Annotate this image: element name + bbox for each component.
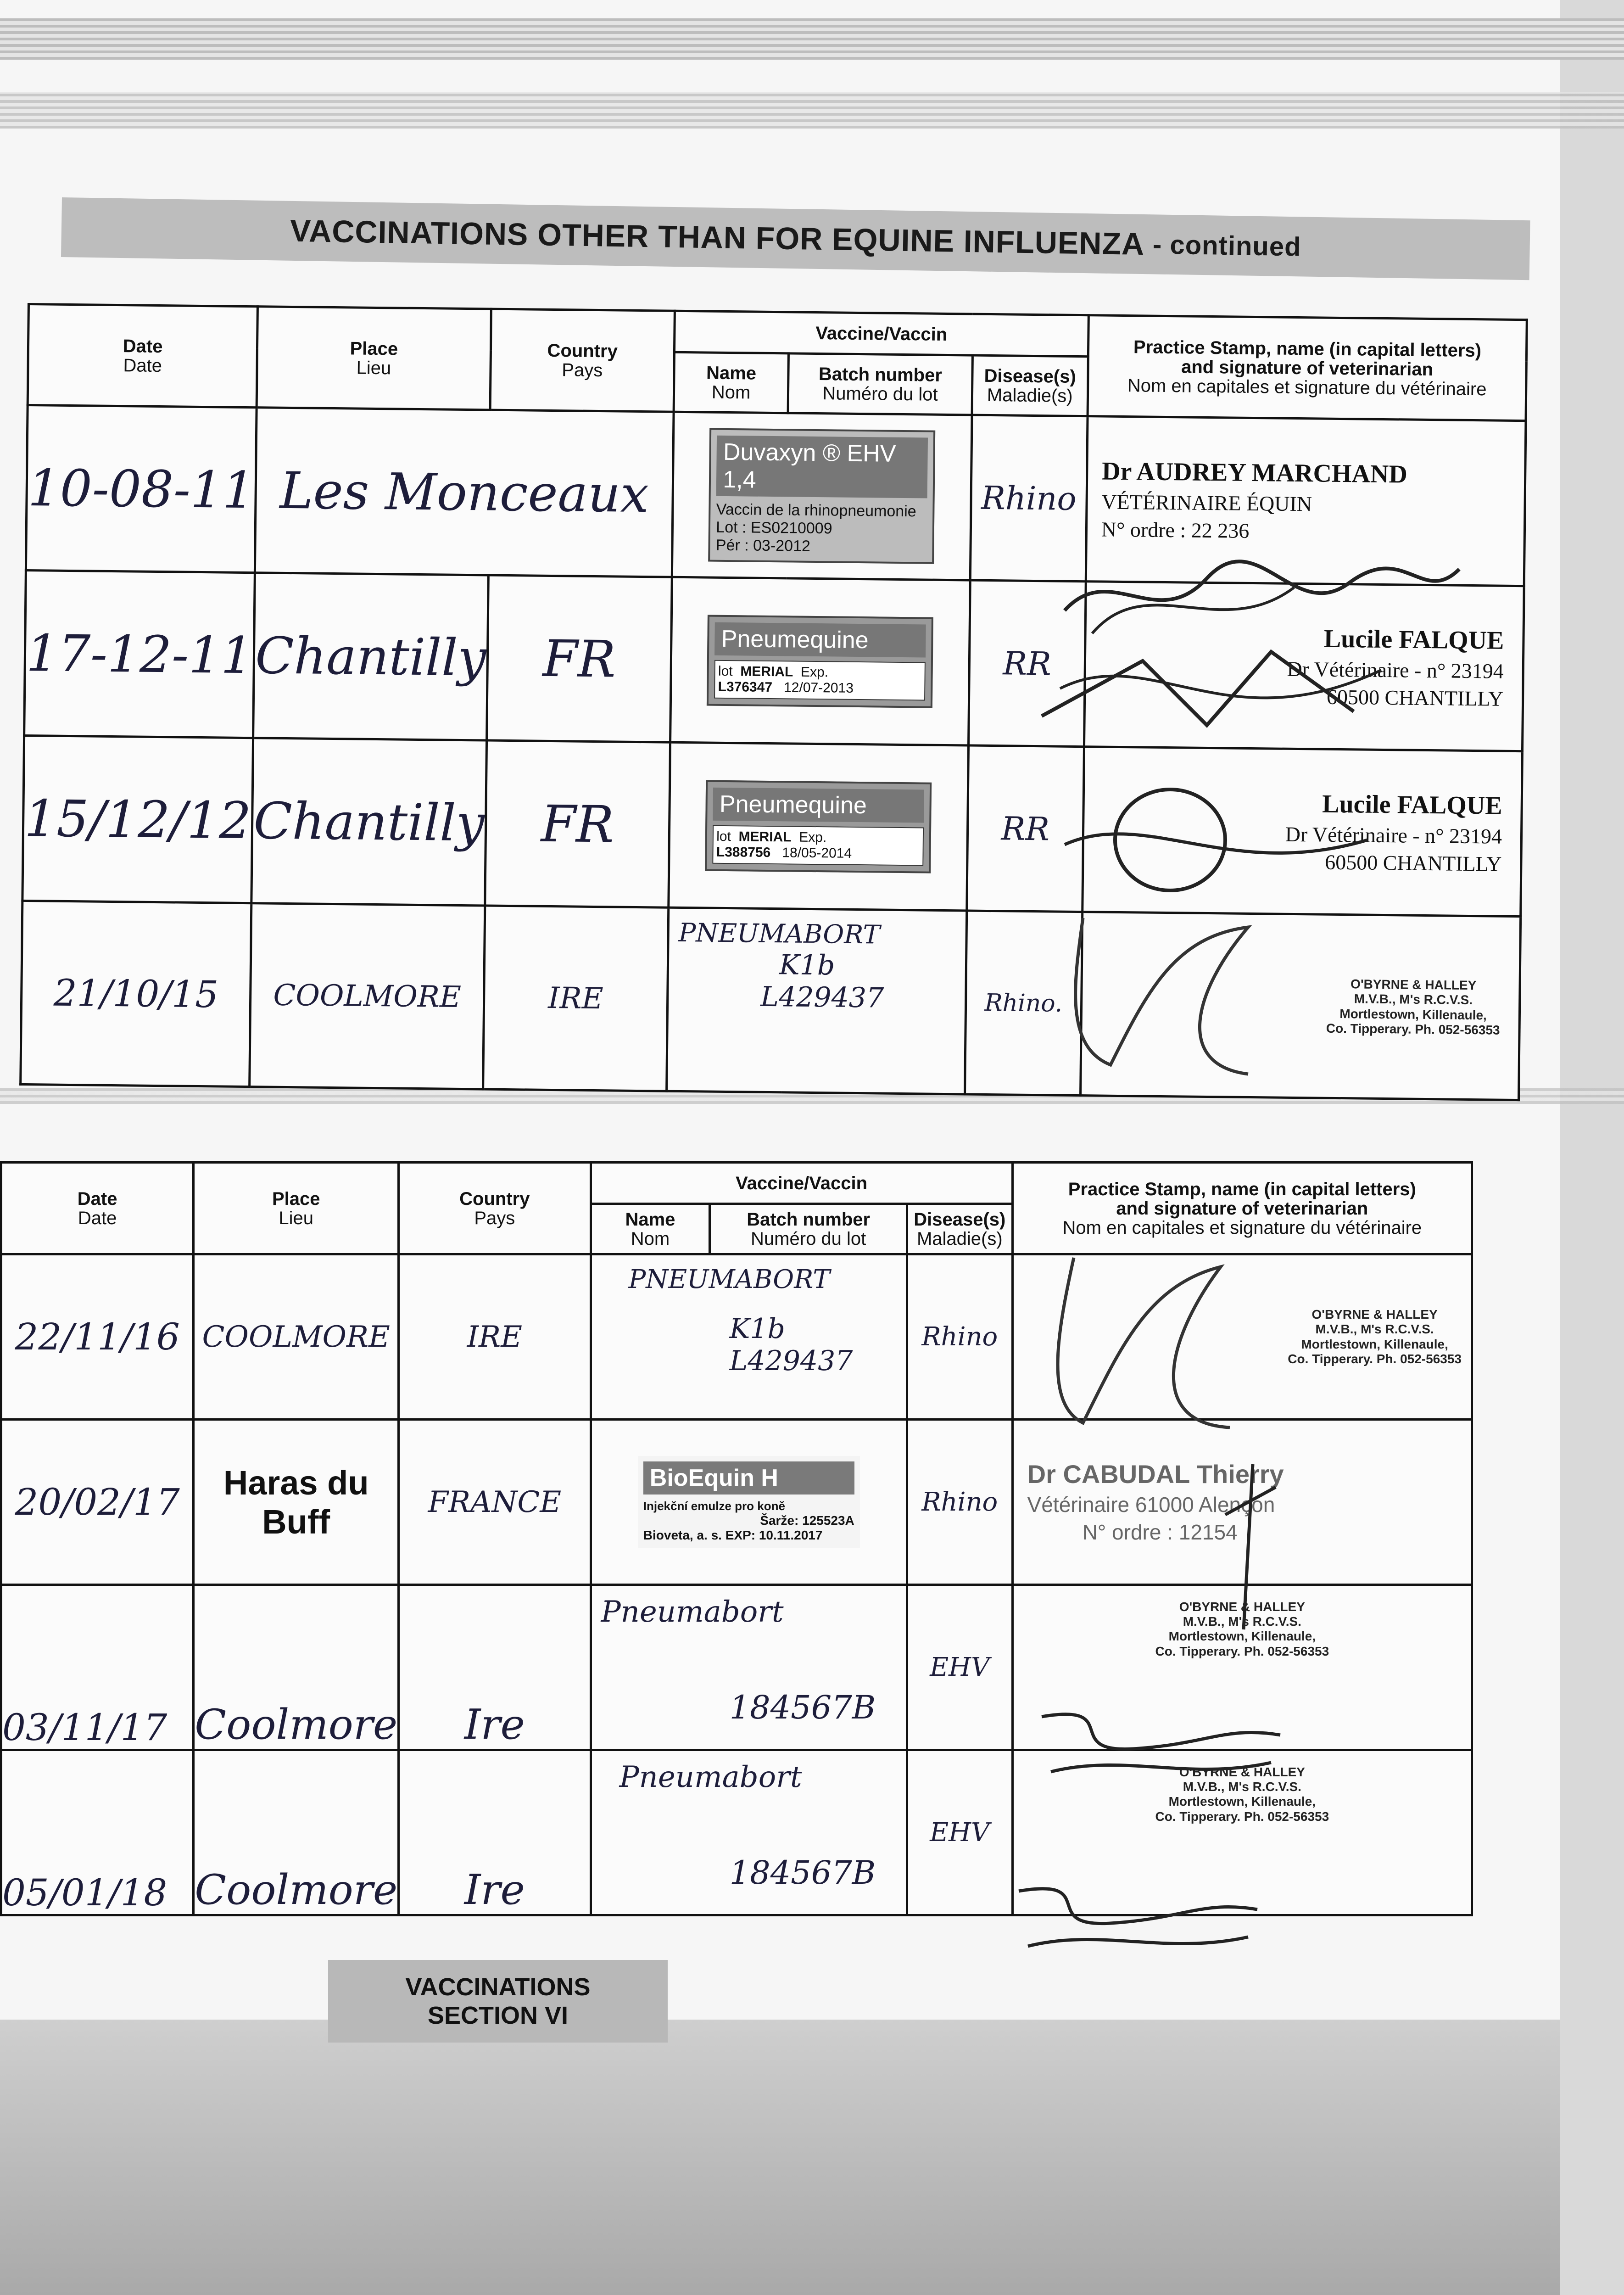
date-cell: 22/11/16	[1, 1254, 194, 1420]
vaccine-name-written: Pneumabort	[601, 1595, 784, 1629]
signature-scribble	[1010, 1873, 1267, 1965]
vaccine-label-sticker	[672, 412, 972, 580]
page-edge-shadow	[0, 92, 1624, 129]
stamp-name: Dr CABUDAL Thierry	[1027, 1460, 1284, 1489]
header-batch: Batch number Numéro du lot	[788, 353, 972, 415]
stamp-line: Co. Tipperary. Ph. 052-56353	[1155, 1809, 1329, 1824]
header-practice: Practice Stamp, name (in capital letters) and signature of veterinarian Nom en capitales et signature du vétérinaire	[1088, 315, 1527, 421]
stamp-line: Co. Tipperary. Ph. 052-56353	[1326, 1021, 1500, 1037]
vaccine-name-written: PNEUMABORT	[628, 1265, 830, 1294]
stamp-line: Mortlestown, Killenaule,	[1301, 1337, 1448, 1351]
page-edge-shadow-top	[0, 18, 1624, 60]
sticker-name: Duvaxyn ® EHV 1,4	[716, 436, 928, 498]
header-practice: Practice Stamp, name (in capital letters) and signature of veterinarian Nom en capitales et signature du vétérinaire	[1012, 1163, 1472, 1254]
place-cell: Chantilly	[251, 738, 486, 906]
country-cell: FR	[485, 740, 670, 907]
disease-cell: EHV	[907, 1585, 1012, 1750]
place-cell: COOLMORE	[194, 1254, 399, 1420]
header-name: Name Nom	[674, 352, 789, 413]
header-place: Place Lieu	[257, 307, 491, 410]
stamp-line: VÉTÉRINAIRE ÉQUIN	[1101, 490, 1312, 516]
vaccine-written-cell	[667, 907, 967, 1094]
stamp-line: O'BYRNE & HALLEY	[1350, 977, 1477, 993]
country-cell: IRE	[399, 1254, 591, 1420]
stamp-line: Mortlestown, Killenaule,	[1168, 1794, 1316, 1809]
country-cell: FRANCE	[399, 1420, 591, 1585]
footer-line: VACCINATIONS	[405, 1973, 591, 2001]
stamp-name: Lucile FALQUE	[1323, 624, 1504, 655]
section-footer-label	[328, 1960, 668, 2043]
stamp-line: 60500 CHANTILLY	[1325, 850, 1502, 876]
place-cell: Coolmore	[194, 1585, 399, 1750]
place-cell: Chantilly	[253, 573, 488, 740]
stamp-line: Vétérinaire 61000 Alençon	[1027, 1493, 1275, 1517]
stamp-line: Co. Tipperary. Ph. 052-56353	[1155, 1644, 1329, 1658]
date-cell: 20/02/17	[1, 1420, 194, 1585]
batch-written: K1b	[779, 949, 835, 982]
sticker-line: Šarže: 125523A	[760, 1513, 854, 1528]
banner-title: VACCINATIONS OTHER THAN FOR EQUINE INFLUENZA	[290, 213, 1145, 262]
batch-written: K1b	[729, 1313, 785, 1345]
stamp-line: N° ordre : 22 236	[1101, 517, 1250, 543]
disease-cell: Rhino.	[965, 911, 1082, 1096]
country-cell: IRE	[483, 906, 669, 1091]
header-place: Place Lieu	[194, 1163, 399, 1254]
sticker-line: Lot : ES0210009	[716, 518, 832, 537]
disease-cell: RR	[966, 745, 1084, 912]
disease-cell: EHV	[907, 1750, 1012, 1915]
header-date: Date Date	[28, 304, 258, 408]
vaccine-written-cell	[591, 1750, 907, 1915]
header-date: Date Date	[1, 1163, 194, 1254]
stamp-line: Dr Vétérinaire - n° 23194	[1285, 822, 1502, 848]
sticker-exp: 12/07-2013	[783, 679, 854, 696]
banner-continued: - continued	[1152, 229, 1302, 262]
stamp-line: Mortlestown, Killenaule,	[1168, 1629, 1316, 1644]
header-vaccine: Vaccine/Vaccin	[674, 311, 1088, 356]
place-cell: COOLMORE	[250, 903, 485, 1089]
signature-scribble	[1055, 900, 1377, 1102]
vaccine-name-written: Pneumabort	[619, 1760, 802, 1794]
stamp-line: O'BYRNE & HALLEY	[1179, 1765, 1305, 1779]
stamp-line: N° ordre : 12154	[1082, 1520, 1238, 1544]
vaccine-written-cell	[591, 1254, 907, 1420]
stamp-line: O'BYRNE & HALLEY	[1311, 1307, 1438, 1322]
date-cell: 05/01/18	[1, 1750, 194, 1915]
sticker-line: Pér : 03-2012	[715, 536, 811, 555]
signature-scribble	[1032, 1698, 1289, 1790]
stamp-name: Lucile FALQUE	[1322, 789, 1503, 821]
signature-scribble	[1055, 542, 1468, 647]
sticker-line: Bioveta, a. s. EXP: 10.11.2017	[643, 1528, 823, 1542]
stamp-line: Dr Vétérinaire - n° 23194	[1287, 657, 1504, 683]
disease-cell: RR	[968, 580, 1086, 747]
sticker-exp: 18/05-2014	[782, 845, 852, 861]
stamp-line: M.V.B., M's R.C.V.S.	[1354, 991, 1473, 1008]
stamp-line: 60500 CHANTILLY	[1326, 685, 1504, 711]
sticker-name: Pneumequine	[714, 622, 926, 657]
place-cell: Coolmore	[194, 1750, 399, 1915]
place-cell: Les Monceaux	[255, 408, 674, 577]
batch-written: L429437	[760, 980, 884, 1014]
country-cell: Ire	[399, 1585, 591, 1750]
vaccine-label-sticker: Pneumequine lot MERIAL Exp. L376347 12/07-2013	[670, 577, 970, 745]
stamp-name: Dr AUDREY MARCHAND	[1101, 457, 1408, 489]
disease-cell: Rhino	[970, 415, 1088, 582]
date-cell: 10-08-11	[26, 405, 257, 573]
background-surface	[0, 2020, 1560, 2295]
header-disease: Disease(s) Maladie(s)	[972, 355, 1088, 416]
stamp-line: Co. Tipperary. Ph. 052-56353	[1288, 1351, 1462, 1366]
disease-cell: Rhino	[907, 1420, 1012, 1585]
header-vaccine: Vaccine/Vaccin	[591, 1163, 1012, 1204]
stamp-line: Mortlestown, Killenaule,	[1339, 1006, 1487, 1022]
sticker-lot: L376347	[718, 679, 773, 695]
header-country: Country Pays	[399, 1163, 591, 1254]
batch-written: 184567B	[729, 1689, 876, 1726]
sticker-name: Pneumequine	[713, 787, 925, 823]
footer-line: SECTION VI	[427, 2002, 569, 2029]
date-cell: 17-12-11	[24, 570, 255, 738]
vaccine-label-sticker: Pneumequine lot MERIAL Exp. L388756 18/05-2014	[669, 742, 969, 911]
batch-written: L429437	[729, 1345, 853, 1377]
stamp-line: M.V.B., M's R.C.V.S.	[1183, 1780, 1301, 1794]
sticker-lot: L388756	[716, 844, 771, 860]
stamp-line: M.V.B., M's R.C.V.S.	[1183, 1614, 1301, 1629]
header-name: Name Nom	[591, 1204, 710, 1254]
country-cell: Ire	[399, 1750, 591, 1915]
vaccine-written-cell	[591, 1585, 907, 1750]
signature-scribble	[1055, 780, 1377, 900]
header-country: Country Pays	[490, 309, 675, 412]
date-cell: 15/12/12	[22, 735, 253, 903]
sticker-line: Vaccin de la rhinopneumonie	[716, 500, 916, 521]
date-cell: 21/10/15	[21, 901, 251, 1086]
vaccine-label-sticker	[591, 1420, 907, 1585]
header-batch: Batch number Numéro du lot	[710, 1204, 907, 1254]
header-disease: Disease(s) Maladie(s)	[907, 1204, 1012, 1254]
batch-written: 184567B	[729, 1854, 876, 1892]
country-cell: FR	[486, 575, 672, 742]
sticker-name: BioEquin H	[643, 1461, 854, 1495]
sticker-line: Injekční emulze pro koně	[643, 1499, 785, 1513]
place-cell: Haras du Buff	[194, 1420, 399, 1585]
signature-scribble	[1216, 1460, 1285, 1634]
stamp-line: M.V.B., M's R.C.V.S.	[1315, 1322, 1434, 1337]
date-cell: 03/11/17	[1, 1585, 194, 1750]
vaccine-name-written: PNEUMABORT	[678, 918, 881, 950]
disease-cell: Rhino	[907, 1254, 1012, 1420]
signature-scribble	[1037, 1248, 1312, 1441]
signature-scribble	[1032, 633, 1400, 748]
stamp-line: O'BYRNE & HALLEY	[1179, 1600, 1305, 1614]
